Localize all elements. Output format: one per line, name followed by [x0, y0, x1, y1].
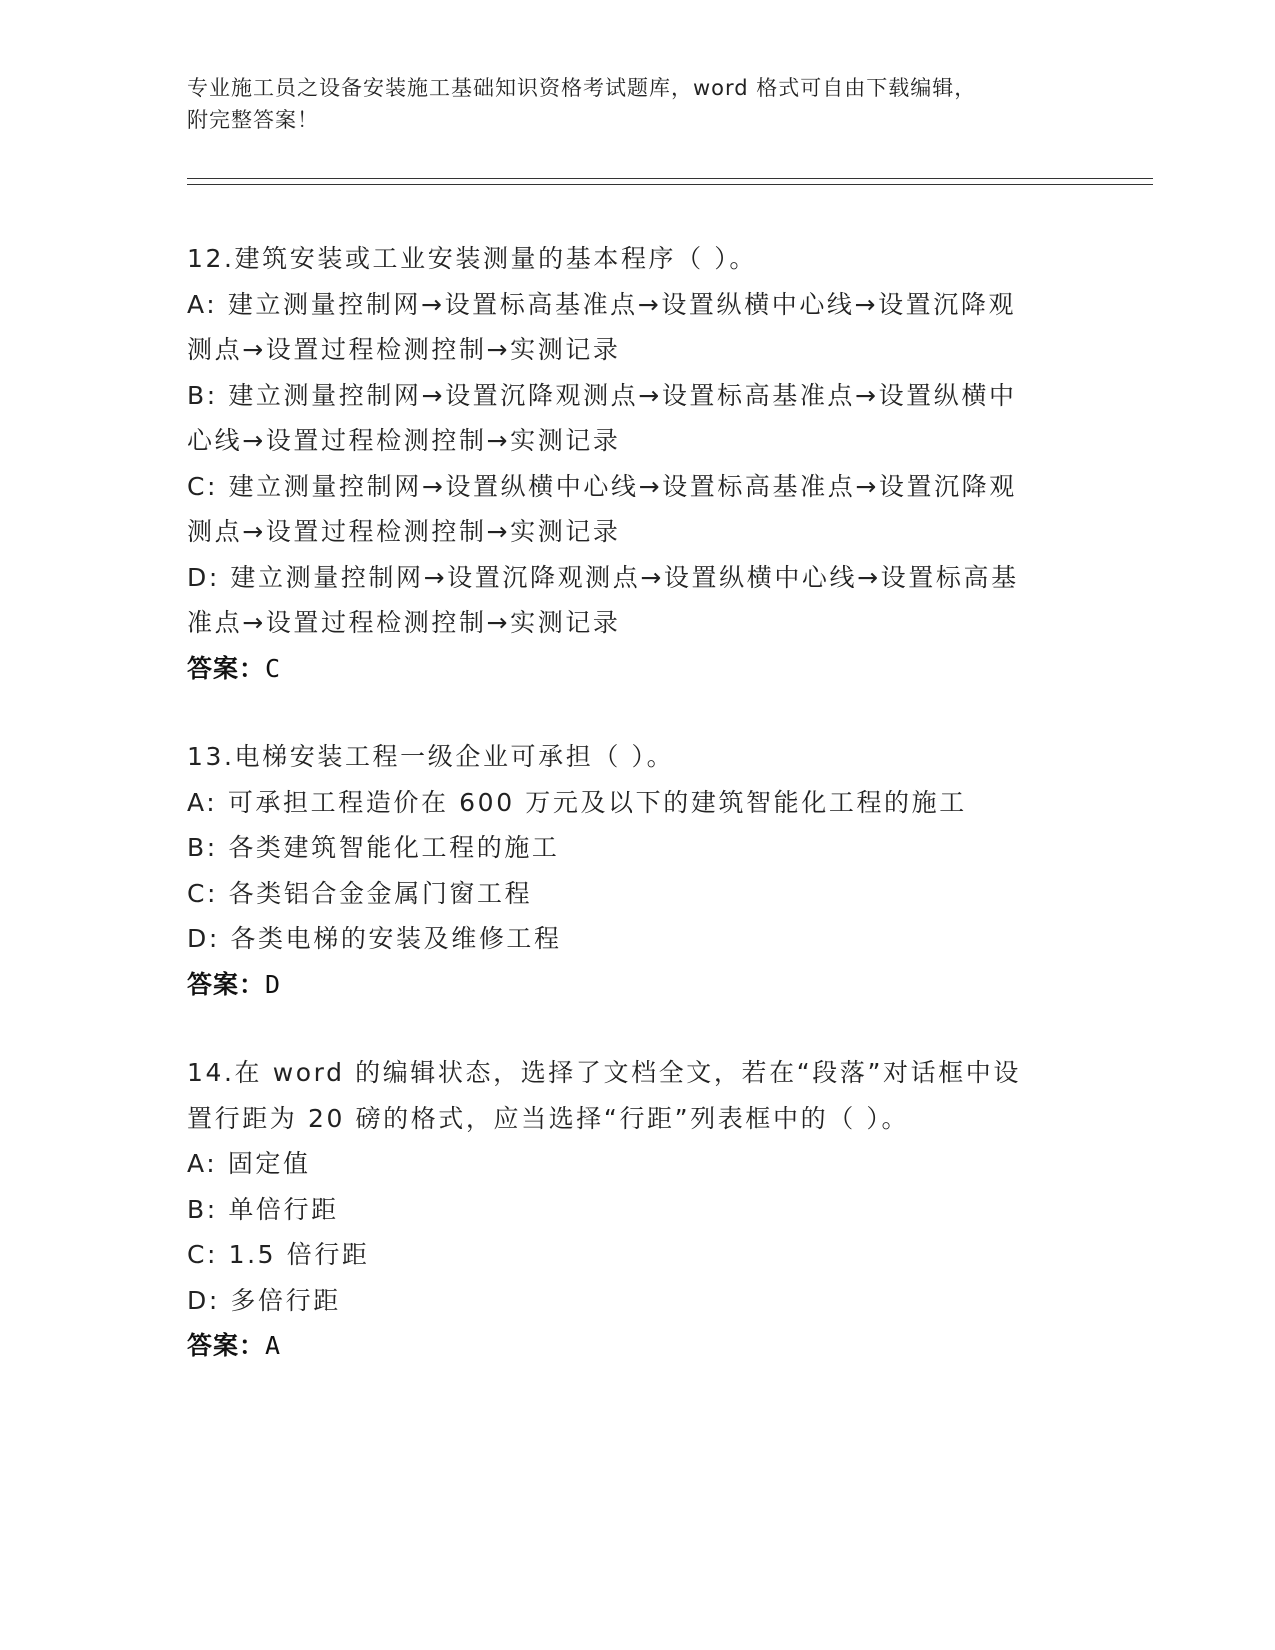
header-line-1: 专业施工员之设备安装施工基础知识资格考试题库，word 格式可自由下载编辑， [187, 76, 977, 100]
answer-value: D [265, 969, 282, 999]
question-13 [187, 734, 1087, 1007]
header-line-2: 附完整答案！ [187, 108, 319, 132]
option-d-line-2: 准点→设置过程检测控制→实测记录 [187, 608, 621, 637]
option-b-line-1: B: 建立测量控制网→设置沉降观测点→设置标高基准点→设置纵横中 [187, 380, 1017, 410]
answer-label: 答案： [187, 653, 266, 683]
option-a [187, 282, 1087, 373]
answer [187, 1323, 1087, 1369]
option-b: B: 单倍行距 [187, 1194, 339, 1224]
option-c: C: 1.5 倍行距 [187, 1240, 370, 1269]
answer-value: A [265, 1331, 282, 1360]
answer-value: C [265, 653, 282, 683]
answer [187, 962, 1087, 1008]
option-d [187, 555, 1087, 646]
document-header [187, 72, 1067, 136]
option-d-line-1: D: 建立测量控制网→设置沉降观测点→设置纵横中心线→设置标高基 [187, 562, 1019, 592]
question-list [187, 236, 1087, 1412]
option-c: C: 各类铝合金金属门窗工程 [187, 878, 533, 908]
answer-label: 答案： [187, 969, 266, 999]
option-b-line-2: 心线→设置过程检测控制→实测记录 [187, 426, 621, 455]
option-c [187, 464, 1087, 555]
answer-label: 答案： [187, 1331, 266, 1360]
header-divider-bottom [187, 184, 1153, 185]
option-b [187, 373, 1087, 464]
option-d: D: 各类电梯的安装及维修工程 [187, 924, 562, 953]
option-a-line-1: A: 建立测量控制网→设置标高基准点→设置纵横中心线→设置沉降观 [187, 289, 1017, 319]
question-14 [187, 1050, 1087, 1369]
question-stem: 12.建筑安装或工业安装测量的基本程序（ ）。 [187, 244, 758, 273]
option-a: A: 固定值 [187, 1149, 311, 1178]
question-stem: 13.电梯安装工程一级企业可承担（ ）。 [187, 742, 675, 771]
option-c-line-1: C: 建立测量控制网→设置纵横中心线→设置标高基准点→设置沉降观 [187, 471, 1017, 501]
option-d: D: 多倍行距 [187, 1285, 341, 1315]
option-b: B: 各类建筑智能化工程的施工 [187, 833, 560, 862]
option-c-line-2: 测点→设置过程检测控制→实测记录 [187, 517, 621, 546]
question-stem-line-2: 置行距为 20 磅的格式，应当选择“行距”列表框中的（ ）。 [187, 1103, 910, 1133]
question-stem-line-1: 14.在 word 的编辑状态，选择了文档全文，若在“段落”对话框中设 [187, 1058, 1022, 1087]
option-a-line-2: 测点→设置过程检测控制→实测记录 [187, 335, 621, 364]
option-a: A: 可承担工程造价在 600 万元及以下的建筑智能化工程的施工 [187, 787, 967, 817]
answer [187, 646, 1087, 692]
header-divider-top [187, 178, 1153, 179]
question-12 [187, 236, 1087, 691]
